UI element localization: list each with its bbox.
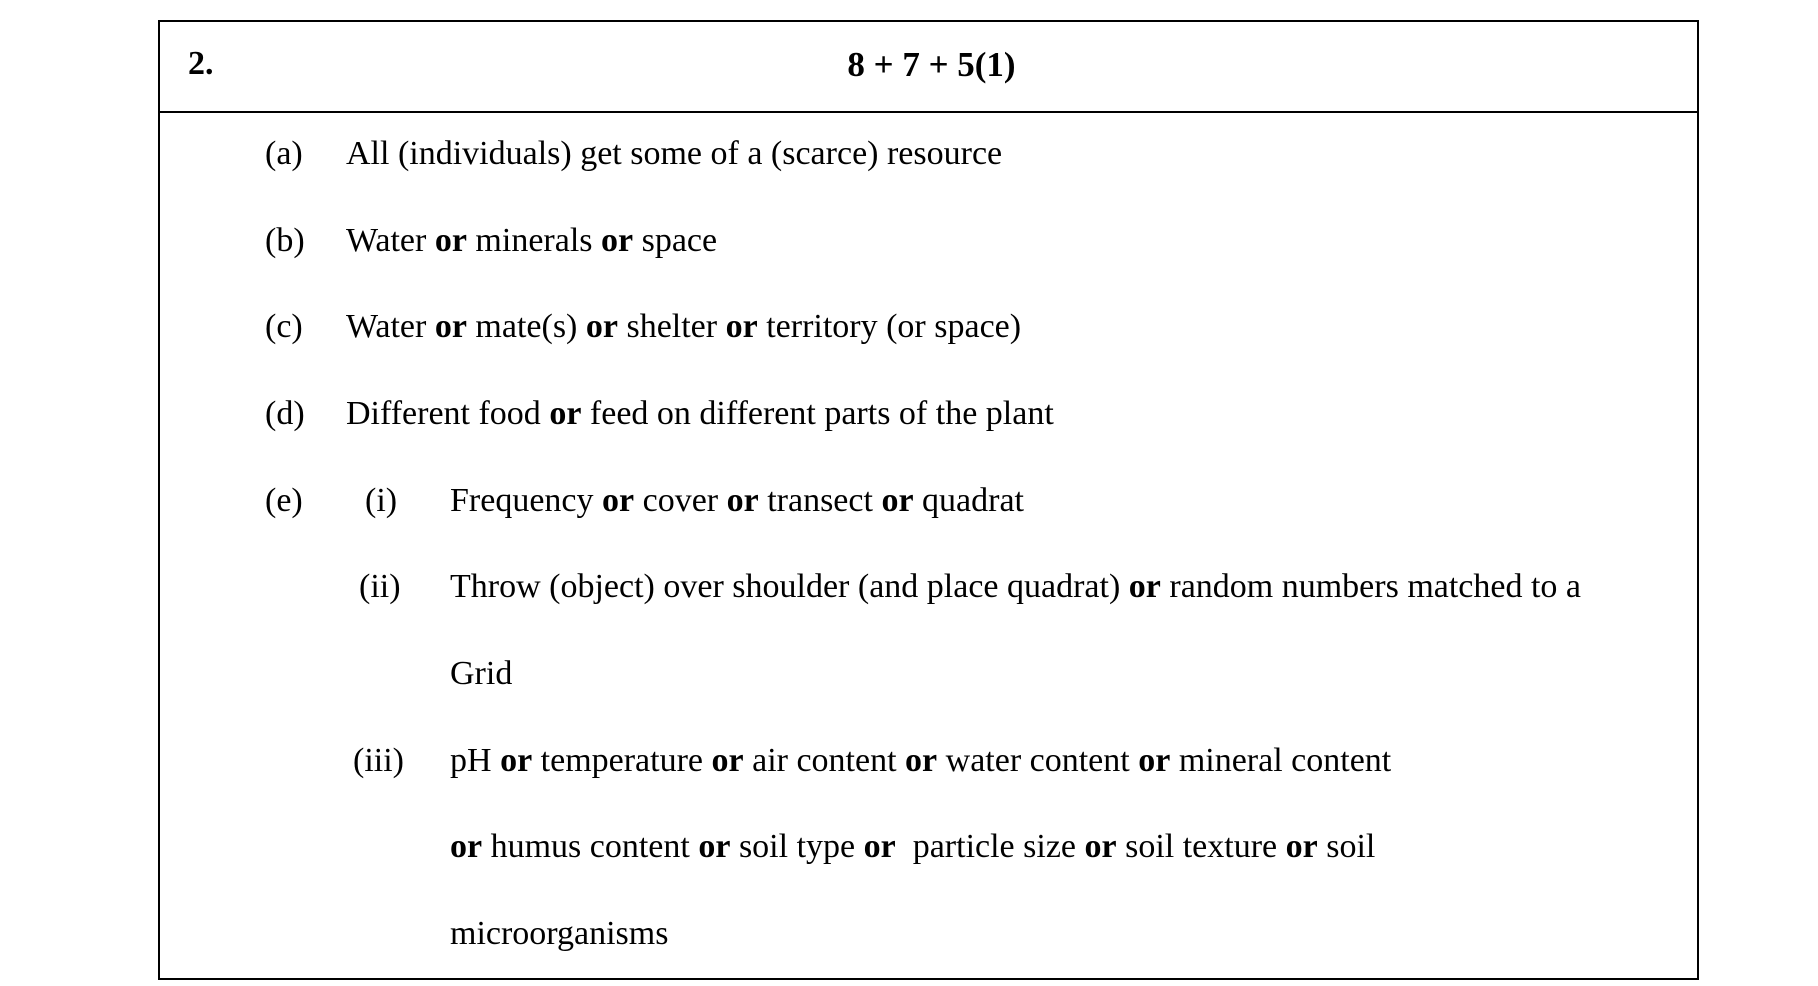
part-d-answer-segment: feed on different parts of the plant — [581, 395, 1054, 432]
part-c-answer-segment: shelter — [617, 308, 726, 345]
part-b-answer-segment: minerals — [466, 222, 601, 259]
part-b-label: (b) — [265, 222, 305, 259]
part-c-answer — [346, 310, 1021, 344]
part-e-iii-answer-line-1-segment: or — [711, 742, 744, 779]
part-e-iii-answer-line-1-segment: or — [905, 742, 938, 779]
part-e-i-label: (i) — [365, 482, 398, 519]
marks-allocation: 8 + 7 + 5(1) — [847, 45, 1016, 84]
part-e-iii-answer-line-2-segment: or — [450, 828, 483, 865]
part-e-i-answer-segment: or — [726, 482, 759, 519]
part-e-ii-answer-line-1-segment: or — [1128, 568, 1161, 605]
question-number: 2. — [188, 45, 214, 82]
part-e-iii-answer-line-2-segment: or — [1285, 828, 1318, 865]
part-b-answer-segment: or — [434, 222, 467, 259]
part-d-answer — [346, 397, 1054, 431]
part-c-answer-segment: or — [725, 308, 758, 345]
part-e-iii-answer-line-2-segment: soil type — [730, 828, 864, 865]
part-e-ii-answer-line-1-segment: Throw (object) over shoulder (and place quadrat) — [450, 568, 1129, 605]
part-c-answer-segment: or — [585, 308, 618, 345]
part-e-i-answer-segment: cover — [634, 482, 727, 519]
part-a-answer — [346, 137, 1002, 171]
part-e-i-answer-segment: or — [602, 482, 635, 519]
part-e-iii-label: (iii) — [353, 742, 404, 779]
part-c-label: (c) — [265, 308, 303, 345]
part-d-answer-segment: or — [549, 395, 582, 432]
part-e-label: (e) — [265, 482, 303, 519]
part-e-iii-answer-line-2-segment: particle size — [895, 828, 1085, 865]
part-d-label: (d) — [265, 395, 305, 432]
part-a-label: (a) — [265, 135, 303, 172]
part-e-iii-answer-line-1-segment: or — [500, 742, 533, 779]
part-c-answer-segment: or — [434, 308, 467, 345]
part-e-iii-answer-line-2-segment: or — [863, 828, 896, 865]
part-e-ii-answer-line-1 — [450, 570, 1581, 604]
part-b-answer-segment: space — [633, 222, 718, 259]
part-e-iii-answer-line-2-segment: humus content — [482, 828, 699, 865]
part-e-iii-answer-line-1-segment: temperature — [532, 742, 712, 779]
part-e-iii-answer-line-1 — [450, 744, 1391, 778]
part-e-iii-answer-line-2 — [450, 830, 1375, 864]
part-e-ii-label: (ii) — [359, 568, 401, 605]
part-c-answer-segment: territory (or space) — [757, 308, 1022, 345]
part-b-answer-segment: Water — [346, 222, 435, 259]
part-e-ii-answer-line-1-segment: random numbers matched to a — [1160, 568, 1582, 605]
part-c-answer-segment: Water — [346, 308, 435, 345]
part-e-iii-answer-line-2-segment: or — [698, 828, 731, 865]
part-e-i-answer-segment: transect — [758, 482, 882, 519]
part-e-i-answer-segment: or — [881, 482, 914, 519]
part-e-ii-answer-line-2-segment: Grid — [450, 655, 513, 692]
part-e-iii-answer-line-2-segment: soil texture — [1116, 828, 1286, 865]
part-e-iii-answer-line-3-segment: microorganisms — [450, 915, 669, 952]
part-e-i-answer-segment: Frequency — [450, 482, 603, 519]
part-e-iii-answer-line-3 — [450, 917, 668, 951]
part-e-iii-answer-line-2-segment: or — [1084, 828, 1117, 865]
part-e-iii-answer-line-2-segment: soil — [1317, 828, 1376, 865]
part-b-answer — [346, 224, 717, 258]
part-e-i-answer — [450, 484, 1024, 518]
part-e-iii-answer-line-1-segment: air content — [743, 742, 906, 779]
part-e-i-answer-segment: quadrat — [913, 482, 1024, 519]
part-e-iii-answer-line-1-segment: or — [1138, 742, 1171, 779]
part-e-iii-answer-line-1-segment: pH — [450, 742, 501, 779]
part-e-iii-answer-line-1-segment: water content — [937, 742, 1139, 779]
part-b-answer-segment: or — [601, 222, 634, 259]
part-e-iii-answer-line-1-segment: mineral content — [1170, 742, 1392, 779]
part-e-ii-answer-line-2 — [450, 657, 512, 691]
question-header-row — [160, 22, 1697, 113]
part-c-answer-segment: mate(s) — [466, 308, 586, 345]
part-d-answer-segment: Different food — [346, 395, 550, 432]
part-a-answer-segment: All (individuals) get some of a (scarce) resource — [346, 135, 1003, 172]
